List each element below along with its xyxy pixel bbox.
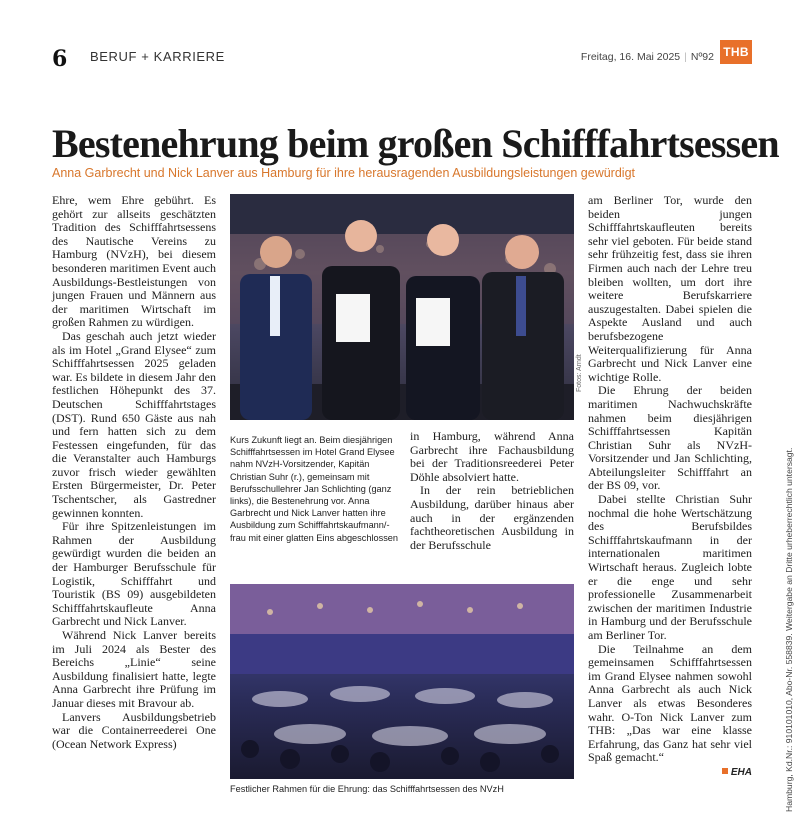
article-subheadline: Anna Garbrecht und Nick Lanver aus Hamburg für ihre herausragenden Ausbildungsleistungen gewürdigt xyxy=(52,166,635,180)
paragraph: Das geschah auch jetzt wieder als im Hotel „Grand Elysee“ zum Schifffahrtsessen 2025 geladen war. Es bildete in diesem Jahr den festlichen Höhepunkt des 37. Deutschen Schifffahrtstages (DST). Rund 650 Gäste aus nah und fern hatten sich zu dem Festessen eingefunden, für das die Veranstalter auch Hamburgs zuvor frisch wieder gewählten Ersten Bürgermeister, Dr. Peter Tschentscher, als Gastredner gewinnen konnten. xyxy=(52,328,216,520)
photo-credit: Fotos: Arndt xyxy=(576,354,583,392)
issue-number: Nº92 xyxy=(690,51,714,63)
paragraph: Lanvers Ausbildungsbetrieb war die Containerreederei One (Ocean Network Express) xyxy=(52,709,216,751)
author-initials: EHA xyxy=(730,766,752,778)
paragraph: Die Teilnahme an dem gemeinsamen Schifffahrtsessen im Grand Elysee nahmen sowohl Anna Garbrecht als auch Nick Lanver als etwas Besonderes wahr. O-Ton Nick Lanver zum THB: „Das war eine klasse Erfahrung, das Ganz hat sehr viel Spaß gemacht.“ xyxy=(588,641,752,765)
copyright-notice: Hamburg, Kd.Nr.: 910101010, Abo-Nr. 558839. Weitergabe an Dritte urheberrechtlich untersagt. xyxy=(784,447,794,812)
dateline-separator: | xyxy=(684,51,687,63)
article-column-3 xyxy=(410,430,574,552)
signature-square-icon xyxy=(722,768,728,774)
paragraph: am Berliner Tor, wurde den beiden jungen Schifffahrtskaufleuten bereits sehr viel geboten. Für beide stand sehr frühzeitig fest, dass sie ihren Firmen auch nach der Lehre treu bleiben wollten, um dort ihre weitere Berufskarriere auszugestalten. Dabei spielen die Aspekte Ausland und auch berufsbezogene Weiterqualifizierung für Anna Garbrecht und Nick Lanver eine wichtige Rolle. xyxy=(588,193,752,384)
section-title: BERUF + KARRIERE xyxy=(90,49,225,64)
paragraph: Für ihre Spitzenleistungen im Rahmen der Ausbildung gewürdigt wurden die beiden an der Hamburger Berufsschule für Logistik, Schifffahrt und Touristik (BS 09) ausgebildeten Schifffahrtskaufleute Anna Garbrecht und Nick Lanver. xyxy=(52,519,216,629)
issue-date: Freitag, 16. Mai 2025 xyxy=(580,51,681,63)
thb-logo: THB xyxy=(720,40,752,64)
paragraph: Die Ehrung der beiden maritimen Nachwuchskräfte nahmen beim diesjährigen Schifffahrtsessen Kapitän Christian Suhr als NVzH-Vorsitzender und Jan Schlichting, Abteilungsleiter Schifffahrt an der BS 09, vor. xyxy=(588,383,752,493)
dateline xyxy=(581,51,714,63)
ceremony-photo xyxy=(230,194,574,420)
article-column-1 xyxy=(52,194,216,751)
banquet-photo xyxy=(230,584,574,779)
paragraph: In der rein betrieblichen Ausbildung, darüber hinaus aber auch in der ergänzenden fachtheoretischen Ausbildung in der Berufsschule xyxy=(410,483,574,552)
paragraph: Dabei stellte Christian Suhr nochmal die hohe Wertschätzung des Berufsbildes Schifffahrtskaufmann in der internationalen maritimen Wirtschaft heraus. Zugleich lobte er die enge und sehr professionelle Zusammenarbeit zwischen der maritimen Industrie in Hamburg und der Berufsschule am Berliner Tor. xyxy=(588,492,752,642)
page-number: 6 xyxy=(52,46,68,72)
banquet-photo-image xyxy=(230,584,574,779)
paragraph: Ehre, wem Ehre gebührt. Es gehört zur allseits geschätzten Tradition des Schifffahrtsessens des Nautische Vereins zu Hamburg (NVzH), bei diesem besonderen maritimen Event auch Ausbildungs-Bestleistungen von jungen Frauen und Männern aus der maritimen Wirtschaft im großen Rahmen zu würdigen. xyxy=(52,193,216,330)
page-header xyxy=(52,40,752,74)
banquet-photo-caption: Festlicher Rahmen für die Ehrung: das Schifffahrtsessen des NVzH xyxy=(230,784,504,794)
ceremony-photo-image xyxy=(230,194,574,420)
paragraph: in Hamburg, während Anna Garbrecht ihre Fachausbildung bei der Traditionsreederei Peter Döhle absolviert hatte. xyxy=(410,429,574,484)
author-name xyxy=(722,766,752,780)
ceremony-photo-caption: Kurs Zukunft liegt an. Beim diesjährigen Schifffahrtsessen im Hotel Grand Elysee nahm NVzH-Vorsitzender, Kapitän Christian Suhr (r.), gemeinsam mit Berufsschullehrer Jan Schlichting (ganz links), die Bestenehrung vor. Anna Garbrecht und Nick Lanver hatten ihre Ausbildung zum Schifffahrtskaufmann/-frau mit einer glatten Eins abgeschlossen xyxy=(230,435,399,543)
article-column-4 xyxy=(588,194,752,780)
paragraph: Während Nick Lanver bereits im Juli 2024 als Bester des Bereichs „Linie“ seine Ausbildung finalisiert hatte, legte Anna Garbrecht ihre Prüfung im Januar dieses mit Bravour ab. xyxy=(52,628,216,710)
article-headline: Bestenehrung beim großen Schifffahrtsessen xyxy=(52,121,779,166)
author-signature xyxy=(588,765,752,780)
